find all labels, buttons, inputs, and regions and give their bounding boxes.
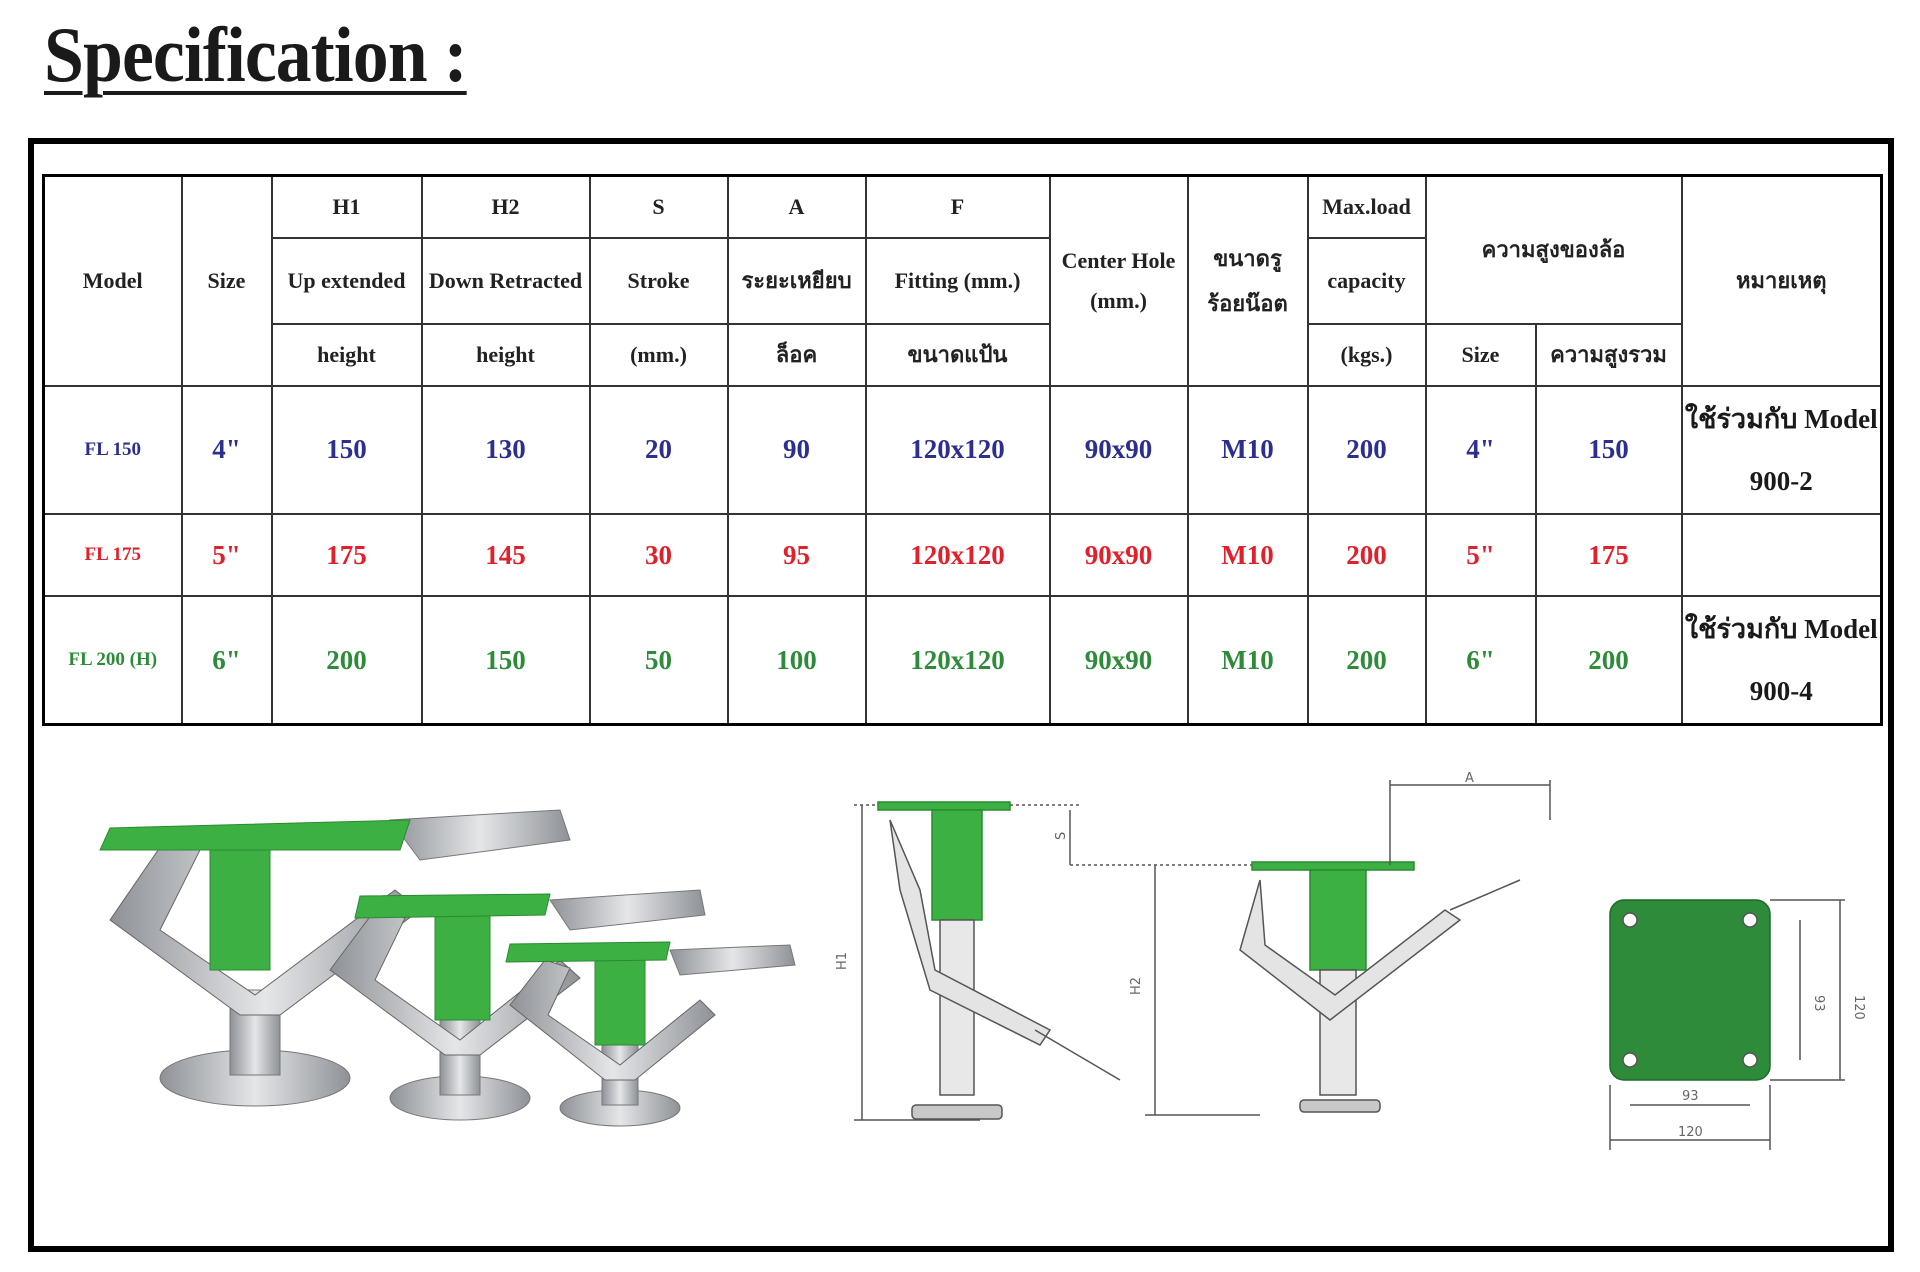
header-a-code: A <box>728 176 866 238</box>
header-h2-code: H2 <box>422 176 590 238</box>
cell-wheel-size: 4" <box>1426 386 1536 514</box>
floor-lock-small <box>506 942 795 1126</box>
header-center-line1: Center Hole <box>1061 247 1176 273</box>
remark-line2: 900-2 <box>1749 465 1813 496</box>
header-bolt-hole <box>1188 176 1308 386</box>
cell-remark <box>1682 596 1882 724</box>
cell-h2: 130 <box>422 386 590 514</box>
header-bolt-line2: ร้อยน๊อต <box>1207 290 1288 316</box>
cell-model: FL 175 <box>44 514 182 596</box>
header-f-line1: Fitting (mm.) <box>866 238 1050 324</box>
header-center-hole <box>1050 176 1188 386</box>
cell-wheel-size: 5" <box>1426 514 1536 596</box>
header-max-line2: capacity <box>1308 238 1426 324</box>
cell-bolt: M10 <box>1188 514 1308 596</box>
cell-h2: 150 <box>422 596 590 724</box>
cell-model: FL 200 (H) <box>44 596 182 724</box>
header-h1-line1: Up extended <box>272 238 422 324</box>
cell-s: 50 <box>590 596 728 724</box>
cell-f: 120x120 <box>866 514 1050 596</box>
cell-model: FL 150 <box>44 386 182 514</box>
label-120-horizontal: 120 <box>1678 1125 1703 1140</box>
cell-f: 120x120 <box>866 596 1050 724</box>
cell-center: 90x90 <box>1050 596 1188 724</box>
cell-s: 20 <box>590 386 728 514</box>
cell-h1: 175 <box>272 514 422 596</box>
cell-s: 30 <box>590 514 728 596</box>
header-h2-line2: height <box>422 324 590 386</box>
table-row <box>44 596 1882 724</box>
cell-bolt: M10 <box>1188 596 1308 724</box>
remark-line1: ใช้ร่วมกับ Model <box>1684 403 1878 434</box>
header-wheel-size: Size <box>1426 324 1536 386</box>
cell-max: 200 <box>1308 386 1426 514</box>
page-title: Specification : <box>44 11 467 98</box>
label-93-horizontal: 93 <box>1682 1089 1699 1104</box>
table-row <box>44 514 1882 596</box>
header-h1-line2: height <box>272 324 422 386</box>
remark-line1: ใช้ร่วมกับ Model <box>1684 614 1878 645</box>
header-s-line1: Stroke <box>590 238 728 324</box>
floor-lock-large <box>100 810 570 1106</box>
cell-a: 95 <box>728 514 866 596</box>
cell-remark <box>1682 386 1882 514</box>
header-remark: หมายเหตุ <box>1682 176 1882 386</box>
diagram-plate <box>1610 900 1845 1150</box>
cell-bolt: M10 <box>1188 386 1308 514</box>
cell-h2: 145 <box>422 514 590 596</box>
header-s-line2: (mm.) <box>590 324 728 386</box>
header-center-line2: (mm.) <box>1090 287 1147 313</box>
cell-max: 200 <box>1308 514 1426 596</box>
header-a-line2: ล็อค <box>728 324 866 386</box>
cell-wheel-size: 6" <box>1426 596 1536 724</box>
label-h2: H2 <box>1129 976 1144 995</box>
label-120-vertical: 120 <box>1851 995 1866 1020</box>
diagram-extended <box>854 802 1320 1120</box>
label-s: S <box>1054 831 1069 840</box>
cell-center: 90x90 <box>1050 514 1188 596</box>
header-size: Size <box>182 176 272 386</box>
header-f-line2: ขนาดแป้น <box>866 324 1050 386</box>
cell-wheel-height: 150 <box>1536 386 1682 514</box>
header-a-line1: ระยะเหยียบ <box>728 238 866 324</box>
label-h1: H1 <box>835 951 850 970</box>
cell-wheel-height: 200 <box>1536 596 1682 724</box>
cell-size: 5" <box>182 514 272 596</box>
header-h2-line1: Down Retracted <box>422 238 590 324</box>
technical-diagram <box>835 770 1880 1170</box>
header-s-code: S <box>590 176 728 238</box>
cell-a: 100 <box>728 596 866 724</box>
diagram-retracted <box>1145 780 1550 1115</box>
header-bolt-line1: ขนาดรู <box>1213 245 1282 271</box>
cell-size: 6" <box>182 596 272 724</box>
header-max-line3: (kgs.) <box>1308 324 1426 386</box>
header-f-code: F <box>866 176 1050 238</box>
cell-size: 4" <box>182 386 272 514</box>
cell-max: 200 <box>1308 596 1426 724</box>
header-model: Model <box>44 176 182 386</box>
cell-h1: 200 <box>272 596 422 724</box>
label-a: A <box>1465 771 1474 786</box>
product-photo <box>90 800 870 1130</box>
header-wheel-group: ความสูงของล้อ <box>1426 176 1682 324</box>
remark-line2: 900-4 <box>1749 676 1813 707</box>
cell-a: 90 <box>728 386 866 514</box>
table-row <box>44 386 1882 514</box>
header-wheel-height: ความสูงรวม <box>1536 324 1682 386</box>
cell-wheel-height: 175 <box>1536 514 1682 596</box>
cell-h1: 150 <box>272 386 422 514</box>
cell-center: 90x90 <box>1050 386 1188 514</box>
label-93-vertical: 93 <box>1811 995 1826 1012</box>
spec-table <box>42 174 1883 726</box>
header-h1-code: H1 <box>272 176 422 238</box>
cell-remark <box>1682 514 1882 596</box>
cell-f: 120x120 <box>866 386 1050 514</box>
header-max-line1: Max.load <box>1308 176 1426 238</box>
